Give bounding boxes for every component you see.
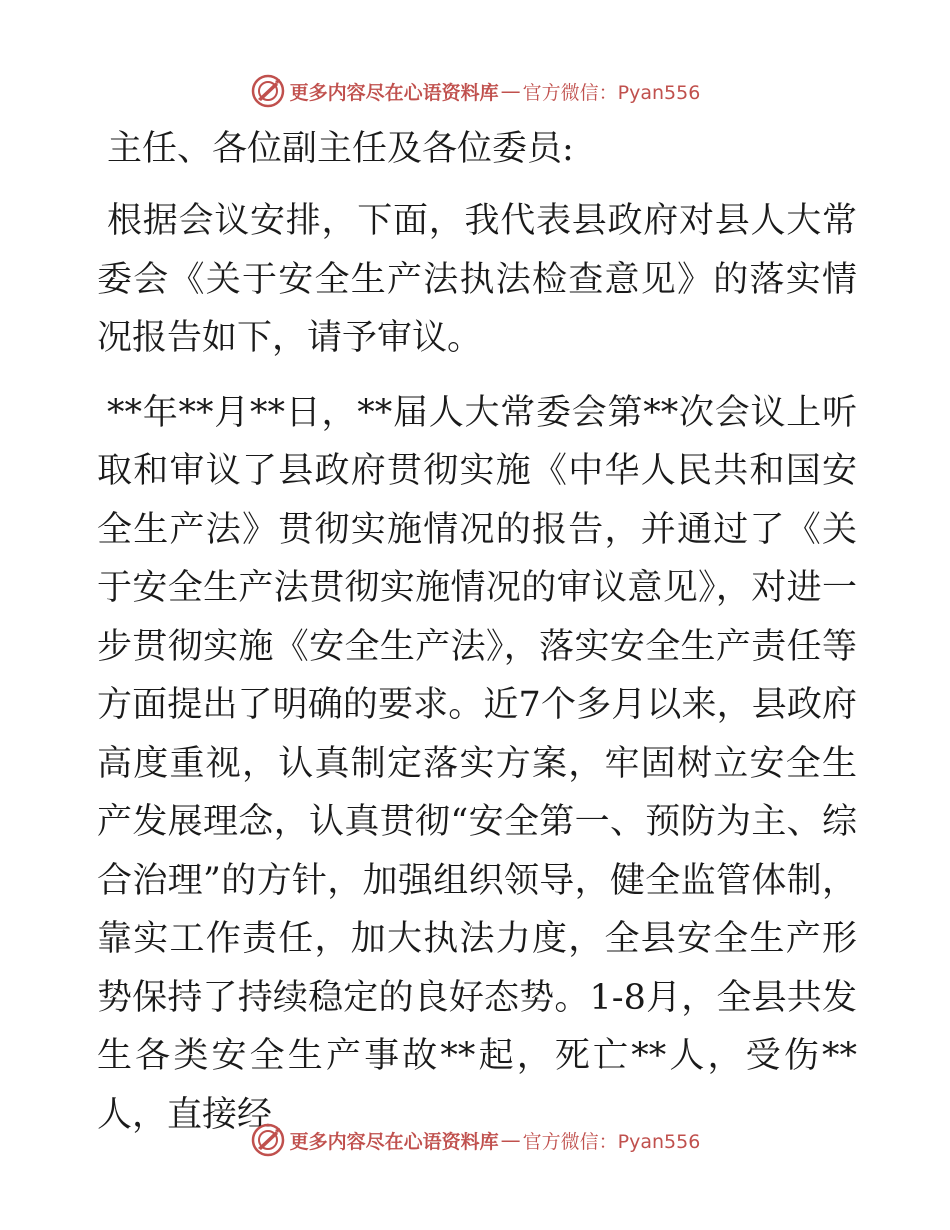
paragraph-1 <box>97 192 857 368</box>
paragraph-2 <box>97 384 857 1145</box>
paragraph-1-text: 根据会议安排，下面，我代表县政府对县人大常委会《关于安全生产法执法检查意见》的落实情况报告如下，请予审议。 <box>97 201 857 358</box>
watermark-header <box>0 71 950 111</box>
watermark-text: 更多内容尽在心语资料库 <box>289 1130 499 1153</box>
salutation: 主任、各位副主任及各位委员: <box>107 129 574 169</box>
watermark-footer <box>0 1120 950 1160</box>
watermark-text: 更多内容尽在心语资料库 <box>289 81 499 104</box>
brand-logo-icon <box>250 1122 286 1158</box>
paragraph-2-text: **年**月**日，**届人大常委会第**次会议上听取和审议了县政府贯彻实施《中华人民共和国安全生产法》贯彻实施情况的报告，并通过了《关于安全生产法贯彻实施情况的审议意见》，对进一步贯彻实施《安全生产法》，落实安全生产责任等方面提出了明确的要求。近7个多月以来，县政府高度重视，认真制定落实方案，牢固树立安全生产发展理念，认真贯彻“安全第一、预防为主、综合治理”的方针，加强组织领导，健全监管体制，靠实工作责任，加大执法力度，全县安全生产形势保持了持续稳定的良好态势。1-8月，全县共发生各类安全生产事故**起，死亡**人，受伤**人，直接经 <box>97 392 857 1135</box>
watermark-contact: 官方微信：Pyan556 <box>522 1130 701 1153</box>
document-body <box>97 120 857 1160</box>
watermark-separator: — <box>500 79 521 103</box>
brand-logo-icon <box>250 73 286 109</box>
watermark-contact: 官方微信：Pyan556 <box>522 81 701 104</box>
watermark-separator: — <box>500 1128 521 1152</box>
